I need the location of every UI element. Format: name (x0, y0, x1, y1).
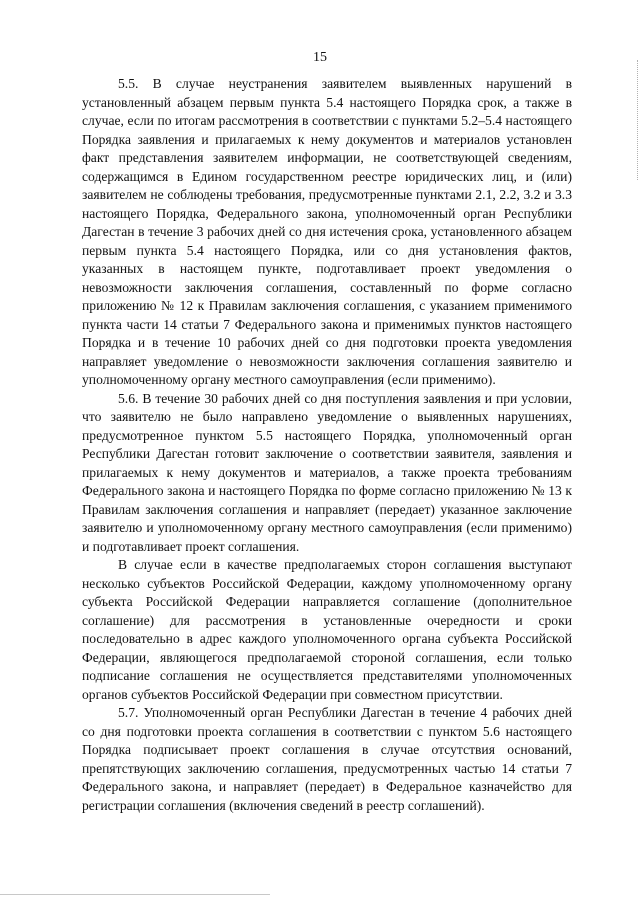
paragraph-5-6-multiple-subjects: В случае если в качестве предполагаемых сторон соглашения выступают несколько субъектов Российской Федерации, каждому уполномоченному органу субъекта Российской Федерации направляется соглашение (дополнительное соглашение) для рассмотрения в установленные очередности и сроки последовательно в адрес каждого уполномоченного органа субъекта Российской Федерации, являющегося предполагаемой стороной соглашения, если только подписание соглашения не осуществляется представителями уполномоченных органов субъектов Российской Федерации при совместном присутствии. (82, 557, 572, 702)
paragraph-5-5: 5.5. В случае неустранения заявителем выявленных нарушений в установленный абзацем первым пункта 5.4 настоящего Порядка срок, а также в случае, если по итогам рассмотрения в соответствии с пунктами 5.2–5.4 настоящего Порядка заявления и прилагаемых к нему документов и материалов установлен факт представления заявителем информации, не соответствующей сведениям, содержащимся в Едином государственном реестре юридических лиц, и (или) заявителем не соблюдены требования, предусмотренные пунктами 2.1, 2.2, 3.2 и 3.3 настоящего Порядка, Федерального закона, уполномоченный орган Республики Дагестан в течение 3 рабочих дней со дня истечения срока, установленного абзацем первым пункта 5.4 настоящего Порядка, или со дня установления фактов, указанных в настоящем пункте, подготавливает проект уведомления о невозможности заключения соглашения, составленный по форме согласно приложению № 12 к Правилам заключения соглашения, с указанием применимого пункта части 14 статьи 7 Федерального закона и применимых пунктов настоящего Порядка и в течение 10 рабочих дней со дня подготовки проекта уведомления направляет уведомление о невозможности заключения соглашения заявителю и уполномоченному органу местного самоуправления (если применимо). (82, 76, 572, 387)
scan-edge-mark (635, 60, 638, 180)
paragraph-5-7: 5.7. Уполномоченный орган Республики Дагестан в течение 4 рабочих дней со дня подготовки проекта соглашения в соответствии с пунктом 5.6 настоящего Порядка подписывает проект соглашения в случае отсутствия оснований, препятствующих заключению соглашения, предусмотренных частью 14 статьи 7 Федерального закона, и направляет (передает) в Федеральное казначейство для регистрации соглашения (включения сведений в реестр соглашений). (82, 705, 572, 813)
document-body (82, 75, 572, 815)
bottom-scan-line (0, 894, 270, 895)
page-number: 15 (313, 50, 327, 65)
paragraph-5-6: 5.6. В течение 30 рабочих дней со дня поступления заявления и при условии, что заявителю не было направлено уведомление о выявленных нарушениях, предусмотренное пунктом 5.5 настоящего Порядка, уполномоченный орган Республики Дагестан готовит заключение о соответствии заявителя, заявления и прилагаемых к нему документов и материалов, а также проекта требованиям Федерального закона и настоящего Порядка по форме согласно приложению № 13 к Правилам заключения соглашения и направляет (передает) указанное заключение заявителю и уполномоченному органу местного самоуправления (если применимо) и подготавливает проект соглашения. (82, 390, 572, 554)
